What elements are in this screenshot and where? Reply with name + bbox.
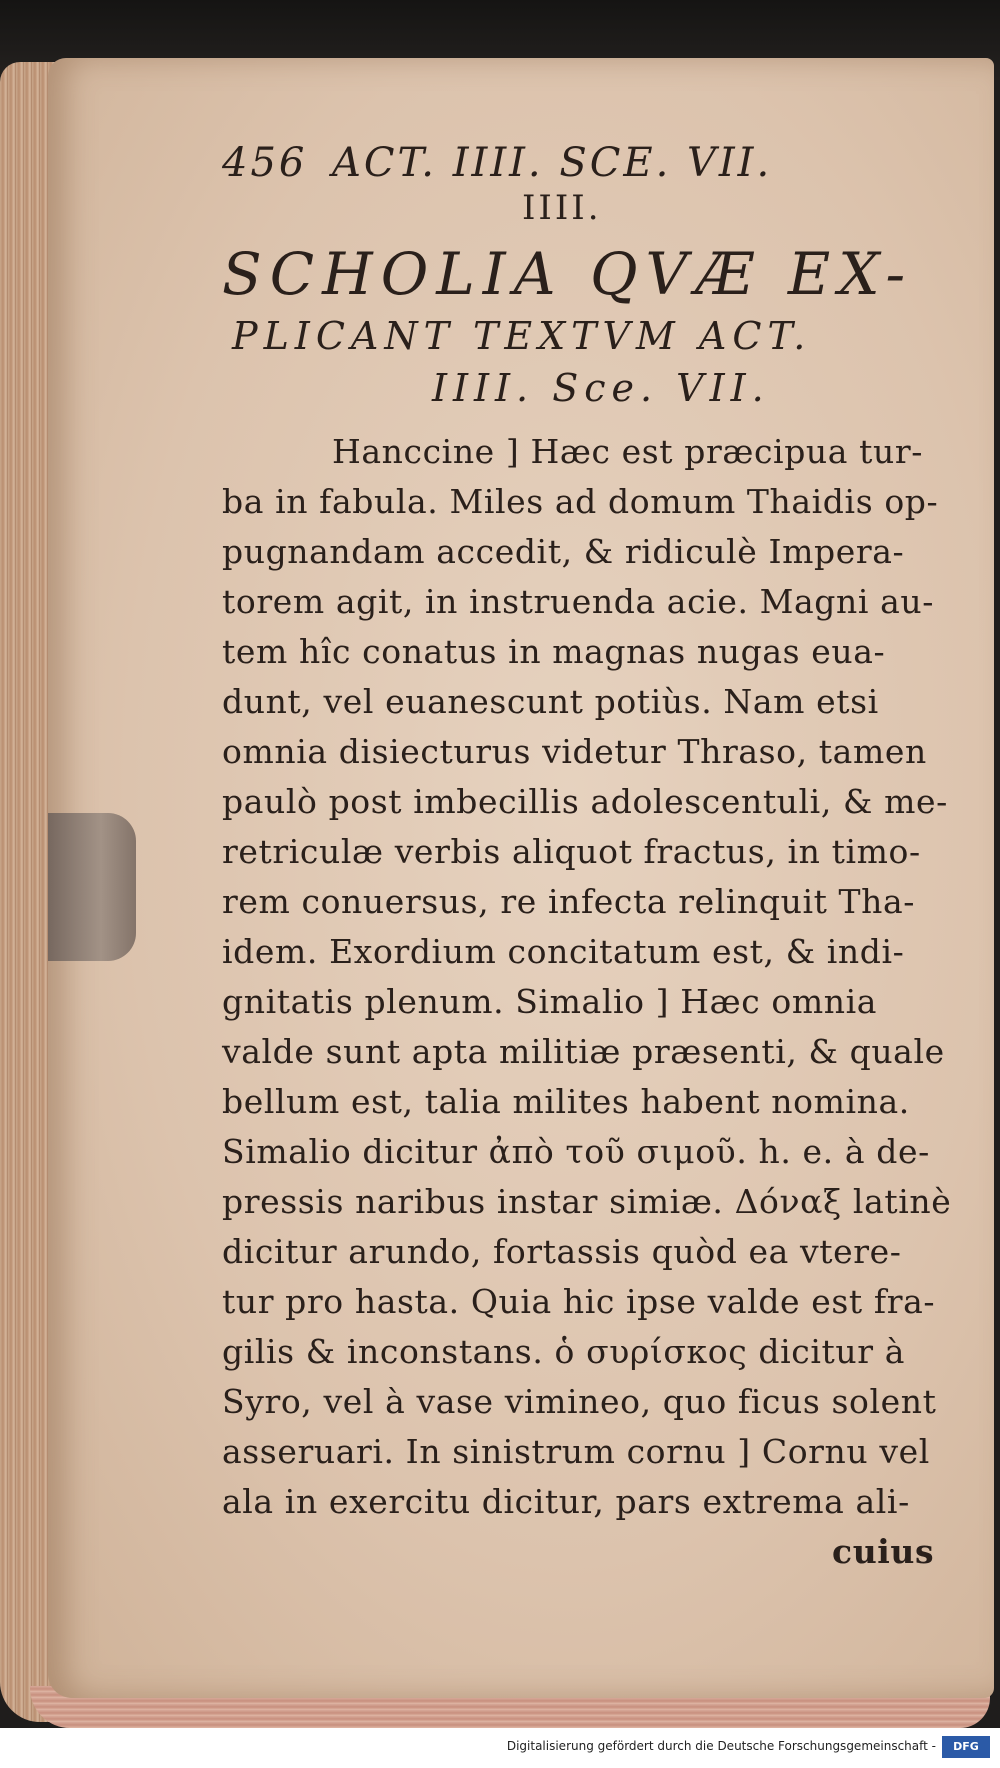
body-line: bellum est, talia milites habent nomina. <box>222 1082 910 1121</box>
body-line: dunt, vel euanescunt potiùs. Nam etsi <box>222 682 879 721</box>
body-line: pugnandam accedit, & ridiculè Impera- <box>222 532 905 571</box>
body-line: rem conuersus, re infecta relinquit Tha- <box>222 882 916 921</box>
dfg-logo[interactable]: DFG <box>942 1736 990 1758</box>
title-line-1: SCHOLIA QVÆ EX- <box>222 240 914 308</box>
body-line: ba in fabula. Miles ad domum Thaidis op- <box>222 482 939 521</box>
body-line: ala in exercitu dicitur, pars extrema ali- <box>222 1482 910 1521</box>
body-line: valde sunt apta militiæ præsenti, & quale <box>222 1032 945 1071</box>
body-line: gilis & inconstans. ὁ συρίσκος dicitur à <box>222 1332 905 1371</box>
body-line: retriculæ verbis aliquot fractus, in timo- <box>222 832 921 871</box>
body-line: pressis naribus instar simiæ. Δόναξ latinè <box>222 1182 952 1221</box>
body-line: paulò post imbecillis adolescentuli, & me- <box>222 782 948 821</box>
body-line: torem agit, in instruenda acie. Magni au- <box>222 582 934 621</box>
page-clip <box>48 813 136 961</box>
body-line: tur pro hasta. Quia hic ipse valde est fra- <box>222 1282 936 1321</box>
page-number: 456 <box>222 140 308 186</box>
body-line: Simalio dicitur ἀπὸ τοῦ σιμοῦ. h. e. à de- <box>222 1132 930 1171</box>
title-line-3: IIII. Sce. VII. <box>432 366 770 410</box>
running-head: ACT. IIII. SCE. VII. <box>332 140 773 186</box>
body-line: Syro, vel à vase vimineo, quo ficus solent <box>222 1382 937 1421</box>
body-line: dicitur arundo, fortassis quòd ea vtere- <box>222 1232 902 1271</box>
body-line: asseruari. In sinistrum cornu ] Cornu vel <box>222 1432 930 1471</box>
body-line: Hanccine ] Hæc est præcipua tur- <box>332 432 923 471</box>
body-line: omnia disiecturus videtur Thraso, tamen <box>222 732 927 771</box>
body-line: tem hîc conatus in magnas nugas eua- <box>222 632 886 671</box>
title-line-2: PLICANT TEXTVM ACT. <box>232 314 812 358</box>
body-line: idem. Exordium concitatum est, & indi- <box>222 932 905 971</box>
body-line: gnitatis plenum. Simalio ] Hæc omnia <box>222 982 878 1021</box>
section-number: IIII. <box>522 188 602 228</box>
catchword: cuius <box>832 1532 935 1571</box>
footer-credit: Digitalisierung gefördert durch die Deutsche Forschungsgemeinschaft - <box>506 1739 936 1753</box>
footer-bar <box>0 1728 1000 1768</box>
